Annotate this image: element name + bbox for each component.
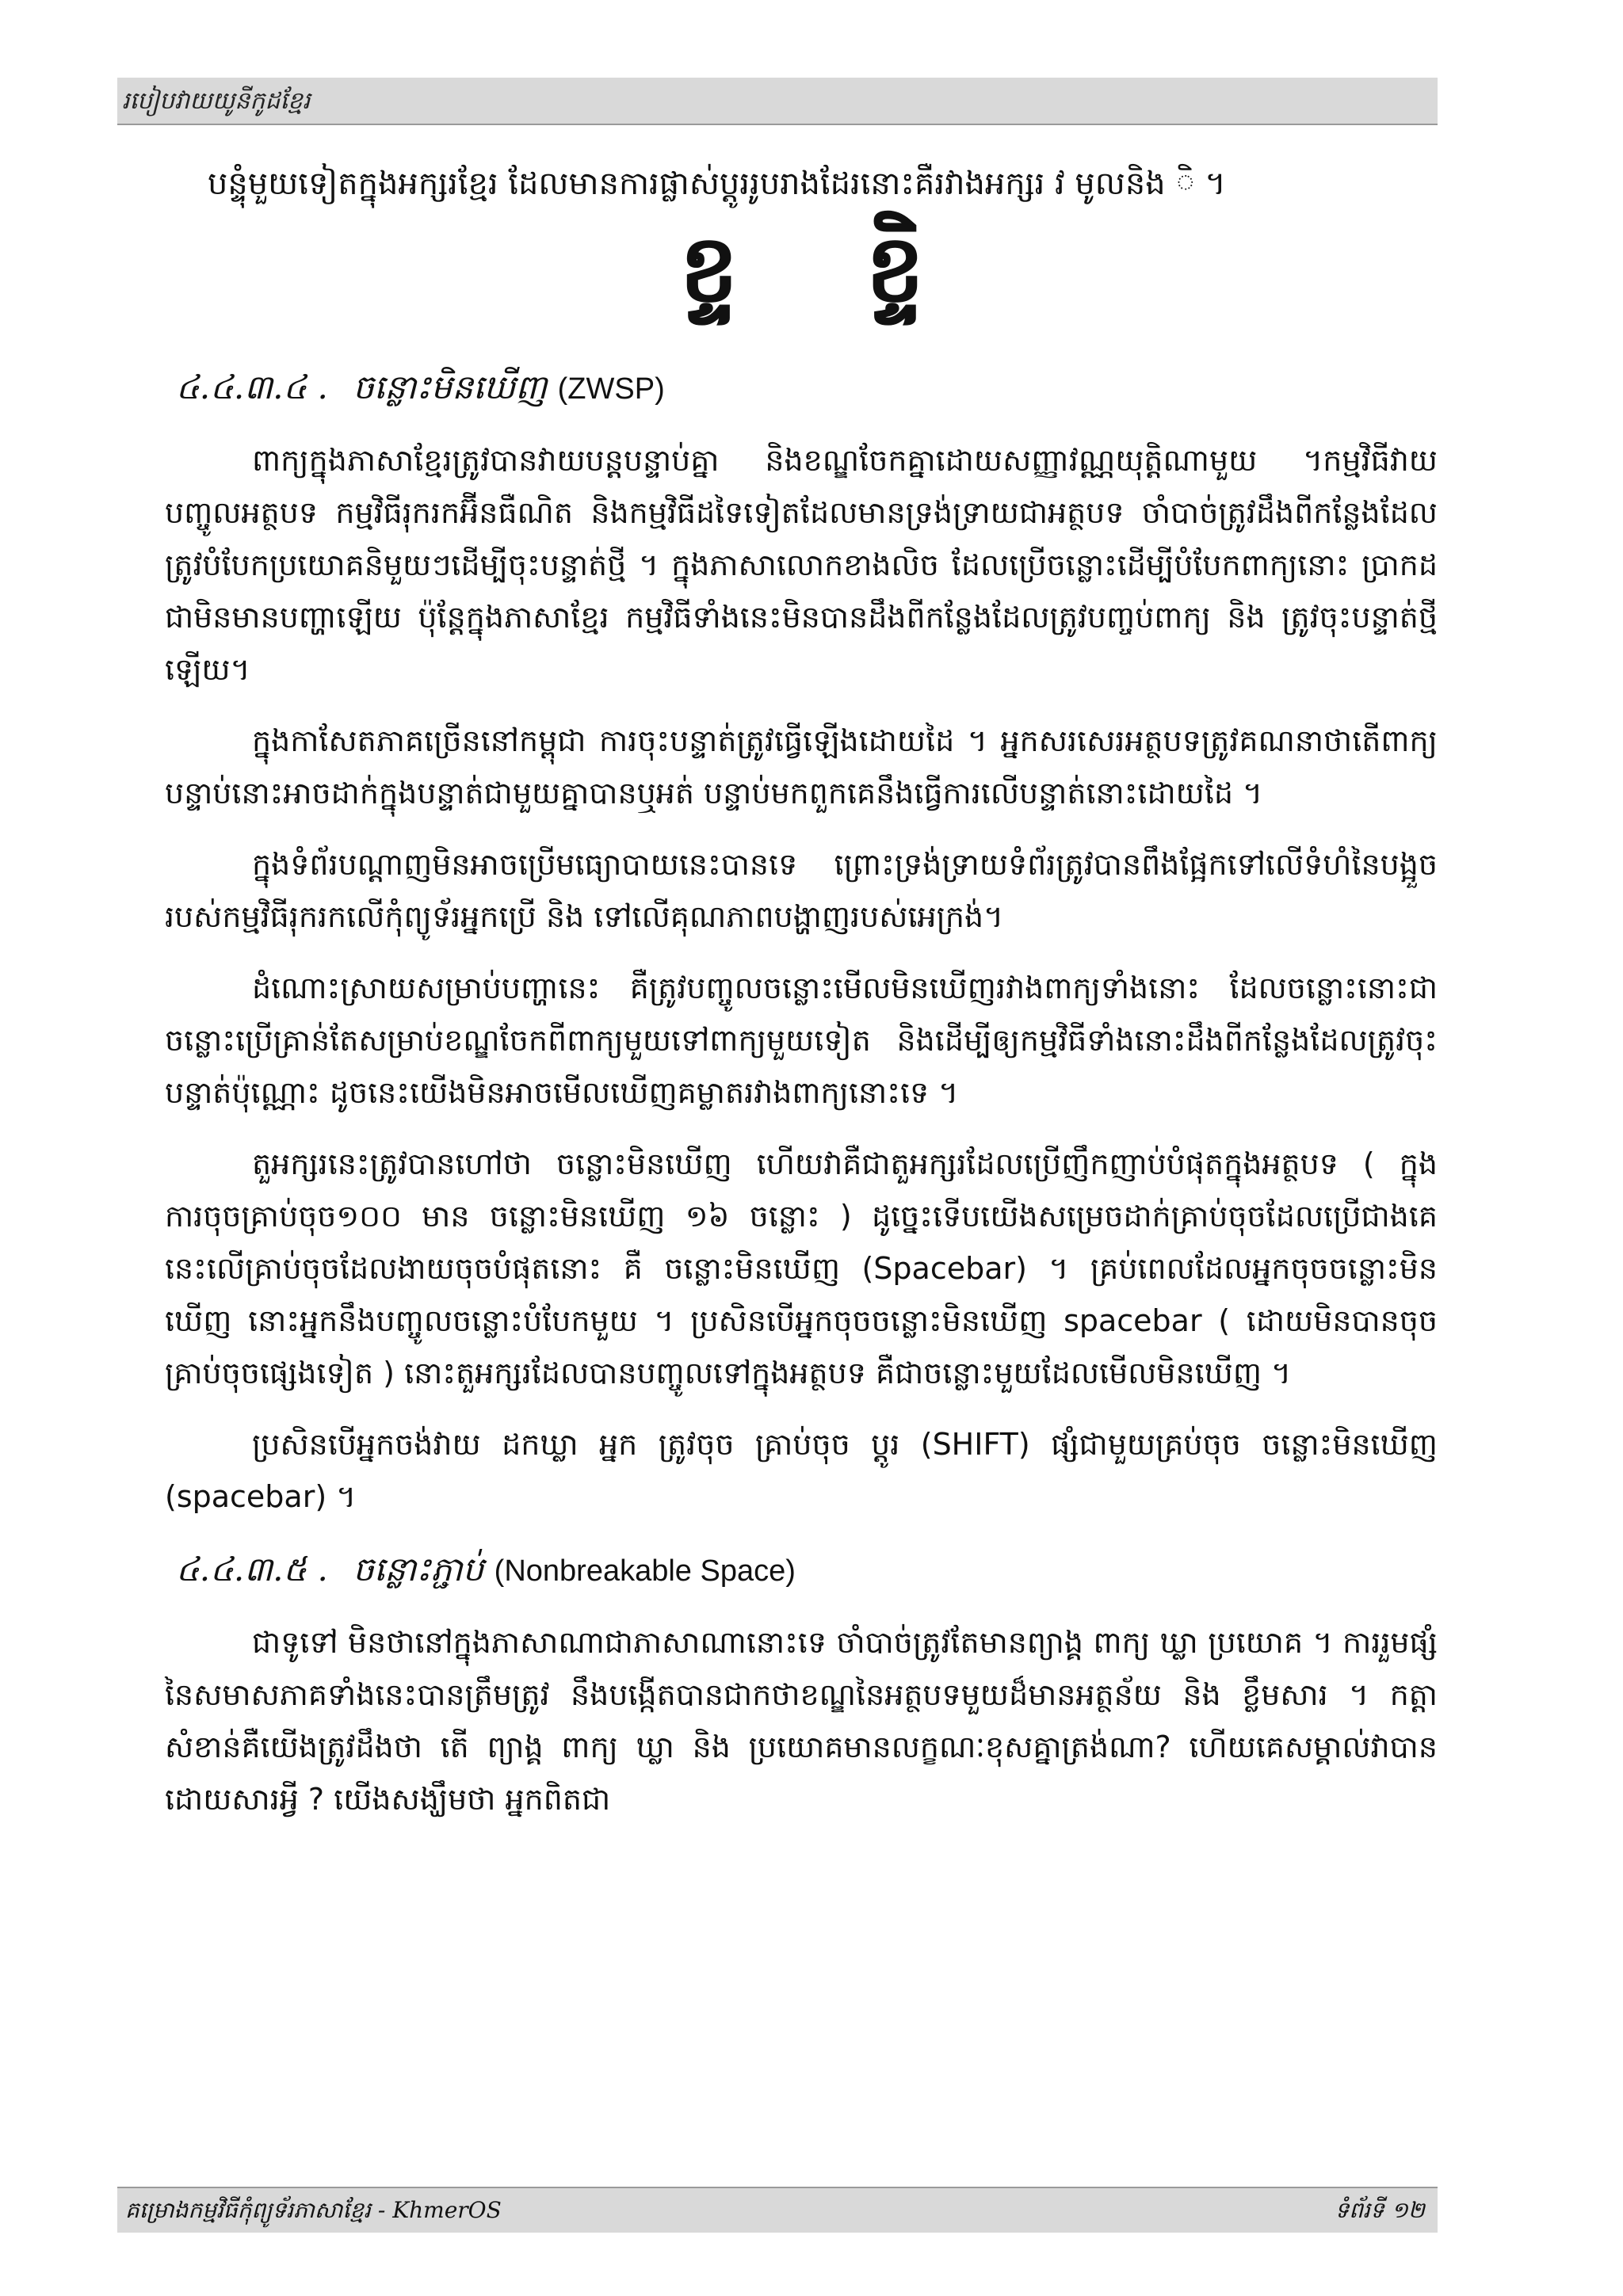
footer-project: គម្រោងកម្មវិធីកុំព្យូទ័រភាសាខ្មែរ - KhmerOS: [125, 2197, 502, 2223]
paragraph: ដំណោះស្រាយសម្រាប់បញ្ហានេះ គឺត្រូវបញ្ចូលចន្លោះមើលមិនឃើញរវាងពាក្យទាំងនោះ ដែលចន្លោះនោះជាចន្លោះប្រើគ្រាន់តែសម្រាប់ខណ្ឌចែកពីពាក្យមួយទៅពាក្យមួយទៀត និងដើម្បីឲ្យកម្មវិធីទាំងនោះដឹងពីកន្លែងដែលត្រូវចុះបន្ទាត់ប៉ុណ្ណោះ ដូចនេះយើងមិនអាចមើលឃើញគម្លាតរវាងពាក្យនោះទេ ។: [165, 971, 1438, 1110]
paragraph: ក្នុងទំព័របណ្តាញមិនអាចប្រើមធ្យោបាយនេះបានទេ ព្រោះទ្រង់ទ្រាយទំព័រត្រូវបានពឹងផ្អែកទៅលើទំហំនៃបង្អួចរបស់កម្មវិធីរុករកលើកុំព្យូទ័រអ្នកប្រើ និង ទៅលើគុណភាពបង្ហាញរបស់អេក្រង់។: [165, 847, 1438, 934]
paragraph: ជាទូទៅ មិនថានៅក្នុងភាសាណាជាភាសាណានោះទេ ចាំបាច់ត្រូវតែមានព្យាង្គ ពាក្យ ឃ្លា ប្រយោគ ។ ការរួមផ្សំនៃសមាសភាគទាំងនេះបានត្រឹមត្រូវ នឹងបង្កើតបានជាកថាខណ្ឌនៃអត្ថបទមួយដ៏មានអត្ថន័យ និង ខ្លឹមសារ ។ កត្តាសំខាន់គឺយើងត្រូវដឹងថា តើ ព្យាង្គ ពាក្យ ឃ្លា និង ប្រយោគមានលក្ខណៈខុសគ្នាត្រង់ណា? ហើយគេសម្គាល់វាបានដោយសារអ្វី ? យើងសង្ឃឹមថា អ្នកពិតជា: [165, 1625, 1438, 1817]
paragraph: ក្នុងកាសែតភាគច្រើននៅកម្ពុជា ការចុះបន្ទាត់ត្រូវធ្វើឡើងដោយដៃ ។ អ្នកសរសេរអត្ថបទត្រូវគណនាថាតើពាក្យបន្ទាប់នោះអាចដាក់ក្នុងបន្ទាត់ជាមួយគ្នាបានឬអត់ បន្ទាប់មកពួកគេនឹងធ្វើការលើបន្ទាត់នោះដោយដៃ ។: [165, 723, 1438, 810]
section-title: ចន្លោះភ្ជាប់: [353, 1550, 484, 1589]
glyph-right: ខិ្ទ: [865, 214, 925, 323]
intro-text: បន្ទុំមួយទៀតក្នុងអក្សរខ្មែរ ដែលមានការផ្លាស់ប្តូររូបរាងដែរនោះគឺរវាងអក្សរ វ មូលនិង ិ ។: [208, 166, 1226, 202]
section-latin: (ZWSP): [557, 372, 665, 406]
section-heading-nbsp: [176, 1542, 1438, 1599]
page-number: ទំព័រទី ១២: [1335, 2197, 1425, 2223]
paragraph: តួអក្សរនេះត្រូវបានហៅថា ចន្លោះមិនឃើញ ហើយវាគឺជាតួអក្សរដែលប្រើញឹកញាប់បំផុតក្នុងអត្ថបទ ( ក្នុងការចុចគ្រាប់ចុច១០០ មាន ចន្លោះមិនឃើញ ១៦ ចន្លោះ ) ដូច្នេះទើបយើងសម្រេចដាក់គ្រាប់ចុចដែលប្រើជាងគេនេះលើគ្រាប់ចុចដែលងាយចុចបំផុតនោះ គឺ ចន្លោះមិនឃើញ (Spacebar) ។ គ្រប់ពេលដែលអ្នកចុចចន្លោះមិនឃើញ នោះអ្នកនឹងបញ្ចូលចន្លោះបំបែកមួយ ។ ប្រសិនបើអ្នកចុចចន្លោះមិនឃើញ spacebar ( ដោយមិនបានចុចគ្រាប់ចុចផ្សេងទៀត ) នោះតួអក្សរដែលបានបញ្ចូលទៅក្នុងអត្ថបទ គឺជាចន្លោះមួយដែលមើលមិនឃើញ ។: [165, 1146, 1438, 1390]
section-number: ៤.៤.៣.៥ .: [176, 1550, 328, 1589]
glyph-examples: [166, 209, 1438, 328]
page-footer: [117, 2187, 1438, 2233]
glyph-left: ខ្ទ: [679, 214, 739, 323]
section-latin: (Nonbreakable Space): [494, 1554, 796, 1588]
page-header: [117, 78, 1438, 125]
section-title: ចន្លោះមិនឃើញ: [353, 368, 548, 406]
paragraph: ប្រសិនបើអ្នកចង់វាយ ដកឃ្លា អ្នក ត្រូវចុច គ្រាប់ចុច ប្តូរ (SHIFT) ផ្សំជាមួយគ្រប់ចុច ចន្លោះមិនឃើញ (spacebar) ។: [165, 1427, 1438, 1514]
paragraph: ពាក្យក្នុងភាសាខ្មែរត្រូវបានវាយបន្តបន្ទាប់គ្នា និងខណ្ឌចែកគ្នាដោយសញ្ញាវណ្ណយុត្តិណាមួយ ។កម្មវិធីវាយបញ្ចូលអត្ថបទ កម្មវិធីរុករកអ៊ីនធឺណិត និងកម្មវិធីដទៃទៀតដែលមានទ្រង់ទ្រាយជាអត្ថបទ ចាំបាច់ត្រូវដឹងពីកន្លែងដែលត្រូវបំបែកប្រយោគនិមួយៗដើម្បីចុះបន្ទាត់ថ្មី ។ ក្នុងភាសាលោកខាងលិច ដែលប្រើចន្លោះដើម្បីបំបែកពាក្យនោះ ប្រាកដជាមិនមានបញ្ហាឡើយ ប៉ុន្តែក្នុងភាសាខ្មែរ កម្មវិធីទាំងនេះមិនបានដឹងពីកន្លែងដែលត្រូវបញ្ចប់ពាក្យ និង ត្រូវចុះបន្ទាត់ថ្មីឡើយ។: [165, 443, 1438, 687]
header-title: របៀបវាយយូនីកូដខ្មែរ: [122, 87, 311, 115]
page-body: [166, 158, 1438, 1844]
section-number: ៤.៤.៣.៤ .: [176, 368, 328, 406]
section-heading-zwsp: [176, 360, 1438, 417]
